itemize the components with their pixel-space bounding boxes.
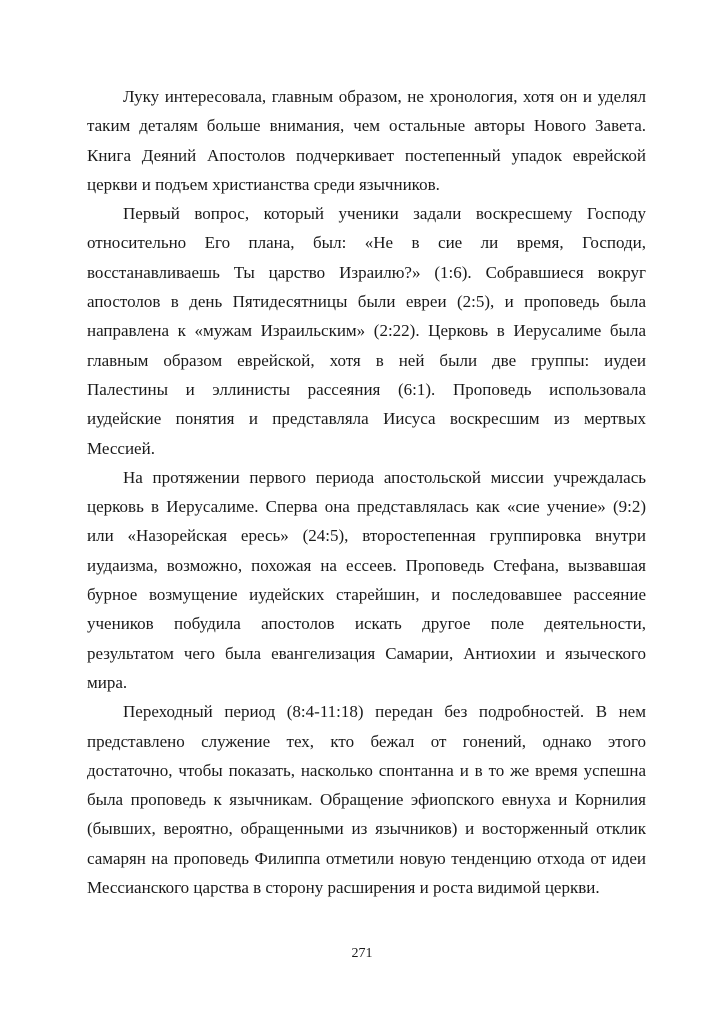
- text-line: учеников побудила апостолов искать другое поле деятельности,: [87, 614, 646, 634]
- paragraph: [87, 199, 646, 463]
- text-line: результатом чего была евангелизация Самарии, Антиохии и языческого: [87, 643, 646, 663]
- text-line: таким деталям больше внимания, чем остальные авторы Нового Завета.: [87, 116, 646, 136]
- text-line: На протяжении первого периода апостольской миссии учреждалась: [123, 467, 646, 487]
- text-line: или «Назорейская ересь» (24:5), второстепенная группировка внутри: [87, 526, 646, 546]
- text-line: мира.: [87, 672, 128, 692]
- text-line: церкви и подъем христианства среди язычников.: [87, 174, 440, 194]
- text-line: церковь в Иерусалиме. Сперва она представлялась как «сие учение» (9:2): [87, 497, 646, 517]
- text-line: была проповедь к язычникам. Обращение эфиопского евнуха и Корнилия: [87, 790, 646, 810]
- text-line: Первый вопрос, который ученики задали воскресшему Господу: [123, 204, 646, 224]
- text-line: Книга Деяний Апостолов подчеркивает постепенный упадок еврейской: [87, 145, 646, 165]
- text-line: самарян на проповедь Филиппа отметили новую тенденцию отхода от идеи: [87, 848, 646, 868]
- text-line: относительно Его плана, был: «Не в сие ли время, Господи,: [87, 233, 646, 253]
- page-number: 271: [351, 946, 373, 961]
- text-line: достаточно, чтобы показать, насколько спонтанна и в то же время успешна: [87, 760, 646, 780]
- text-line: Луку интересовала, главным образом, не хронология, хотя он и уделял: [123, 87, 646, 106]
- paragraph: [87, 463, 646, 697]
- text-line: Мессианского царства в сторону расширения и роста видимой церкви.: [87, 878, 600, 898]
- text-line: апостолов в день Пятидесятницы были евреи (2:5), и проповедь была: [87, 292, 646, 312]
- text-line: бурное возмущение иудейских старейшин, и последовавшее рассеяние: [87, 585, 646, 605]
- text-line: представлено служение тех, кто бежал от гонений, однако этого: [87, 731, 646, 751]
- text-line: иудейские понятия и представляла Иисуса воскресшим из мертвых: [87, 409, 646, 429]
- text-line: направлена к «мужам Израильским» (2:22). Церковь в Иерусалиме была: [87, 321, 646, 341]
- text-line: Мессией.: [87, 438, 155, 458]
- body-text: [87, 82, 646, 902]
- text-line: Палестины и эллинисты рассеяния (6:1). Проповедь использовала: [87, 379, 646, 399]
- text-line: главным образом еврейской, хотя в ней были две группы: иудеи: [87, 350, 646, 370]
- paragraph: [87, 82, 646, 199]
- text-line: иудаизма, возможно, похожая на ессеев. Проповедь Стефана, вызвавшая: [87, 555, 646, 575]
- text-line: восстанавливаешь Ты царство Израилю?» (1:6). Собравшиеся вокруг: [87, 262, 646, 282]
- text-line: Переходный период (8:4-11:18) передан без подробностей. В нем: [123, 702, 646, 722]
- text-line: (бывших, вероятно, обращенными из язычников) и восторженный отклик: [87, 819, 646, 839]
- paragraph: [87, 697, 646, 902]
